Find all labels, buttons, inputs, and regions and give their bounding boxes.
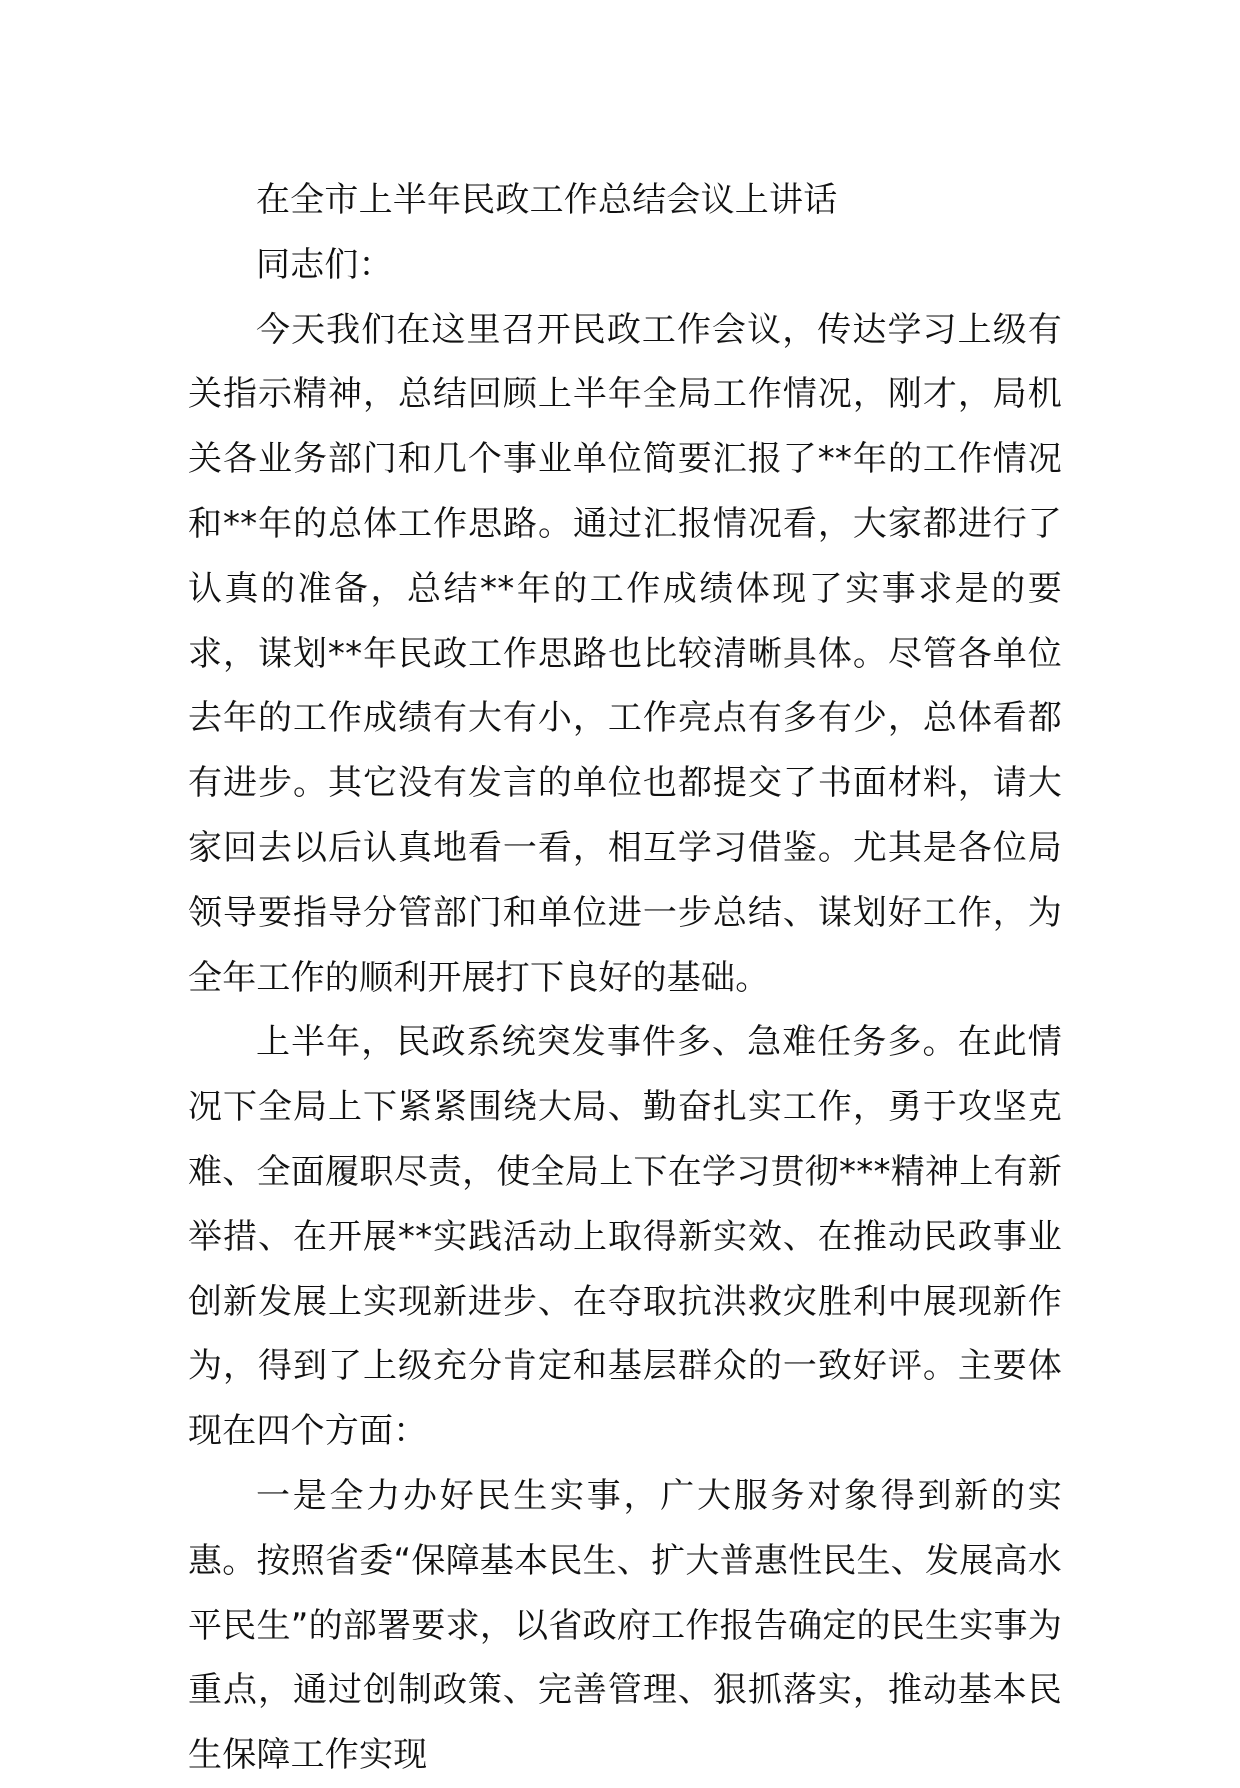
salutation: 同志们： <box>256 244 393 285</box>
paragraph-3: 一是全力办好民生实事，广大服务对象得到新的实惠。按照省委“保障基本民生、扩大普惠性民生、发展高水平民生”的部署要求，以省政府工作报告确定的民生实事为重点，通过创制政策、完善管理、狠抓落实，推动基本民生保障工作实现 <box>188 1475 1062 1776</box>
document-page <box>188 168 1062 1788</box>
paragraph-1: 今天我们在这里召开民政工作会议，传达学习上级有关指示精神，总结回顾上半年全局工作情况，刚才，局机关各业务部门和几个事业单位简要汇报了**年的工作情况和**年的总体工作思路。通过汇报情况看，大家都进行了认真的准备，总结**年的工作成绩体现了实事求是的要求，谋划**年民政工作思路也比较清晰具体。尽管各单位去年的工作成绩有大有小，工作亮点有多有少，总体看都有进步。其它没有发言的单位也都提交了书面材料，请大家回去以后认真地看一看，相互学习借鉴。尤其是各位局领导要指导分管部门和单位进一步总结、谋划好工作，为全年工作的顺利开展打下良好的基础。 <box>188 309 1062 998</box>
paragraph-2: 上半年，民政系统突发事件多、急难任务多。在此情况下全局上下紧紧围绕大局、勤奋扎实工作，勇于攻坚克难、全面履职尽责，使全局上下在学习贯彻***精神上有新举措、在开展**实践活动上取得新实效、在推动民政事业创新发展上实现新进步、在夺取抗洪救灾胜利中展现新作为，得到了上级充分肯定和基层群众的一致好评。主要体现在四个方面： <box>188 1022 1062 1452</box>
document-title: 在全市上半年民政工作总结会议上讲话 <box>256 180 838 220</box>
